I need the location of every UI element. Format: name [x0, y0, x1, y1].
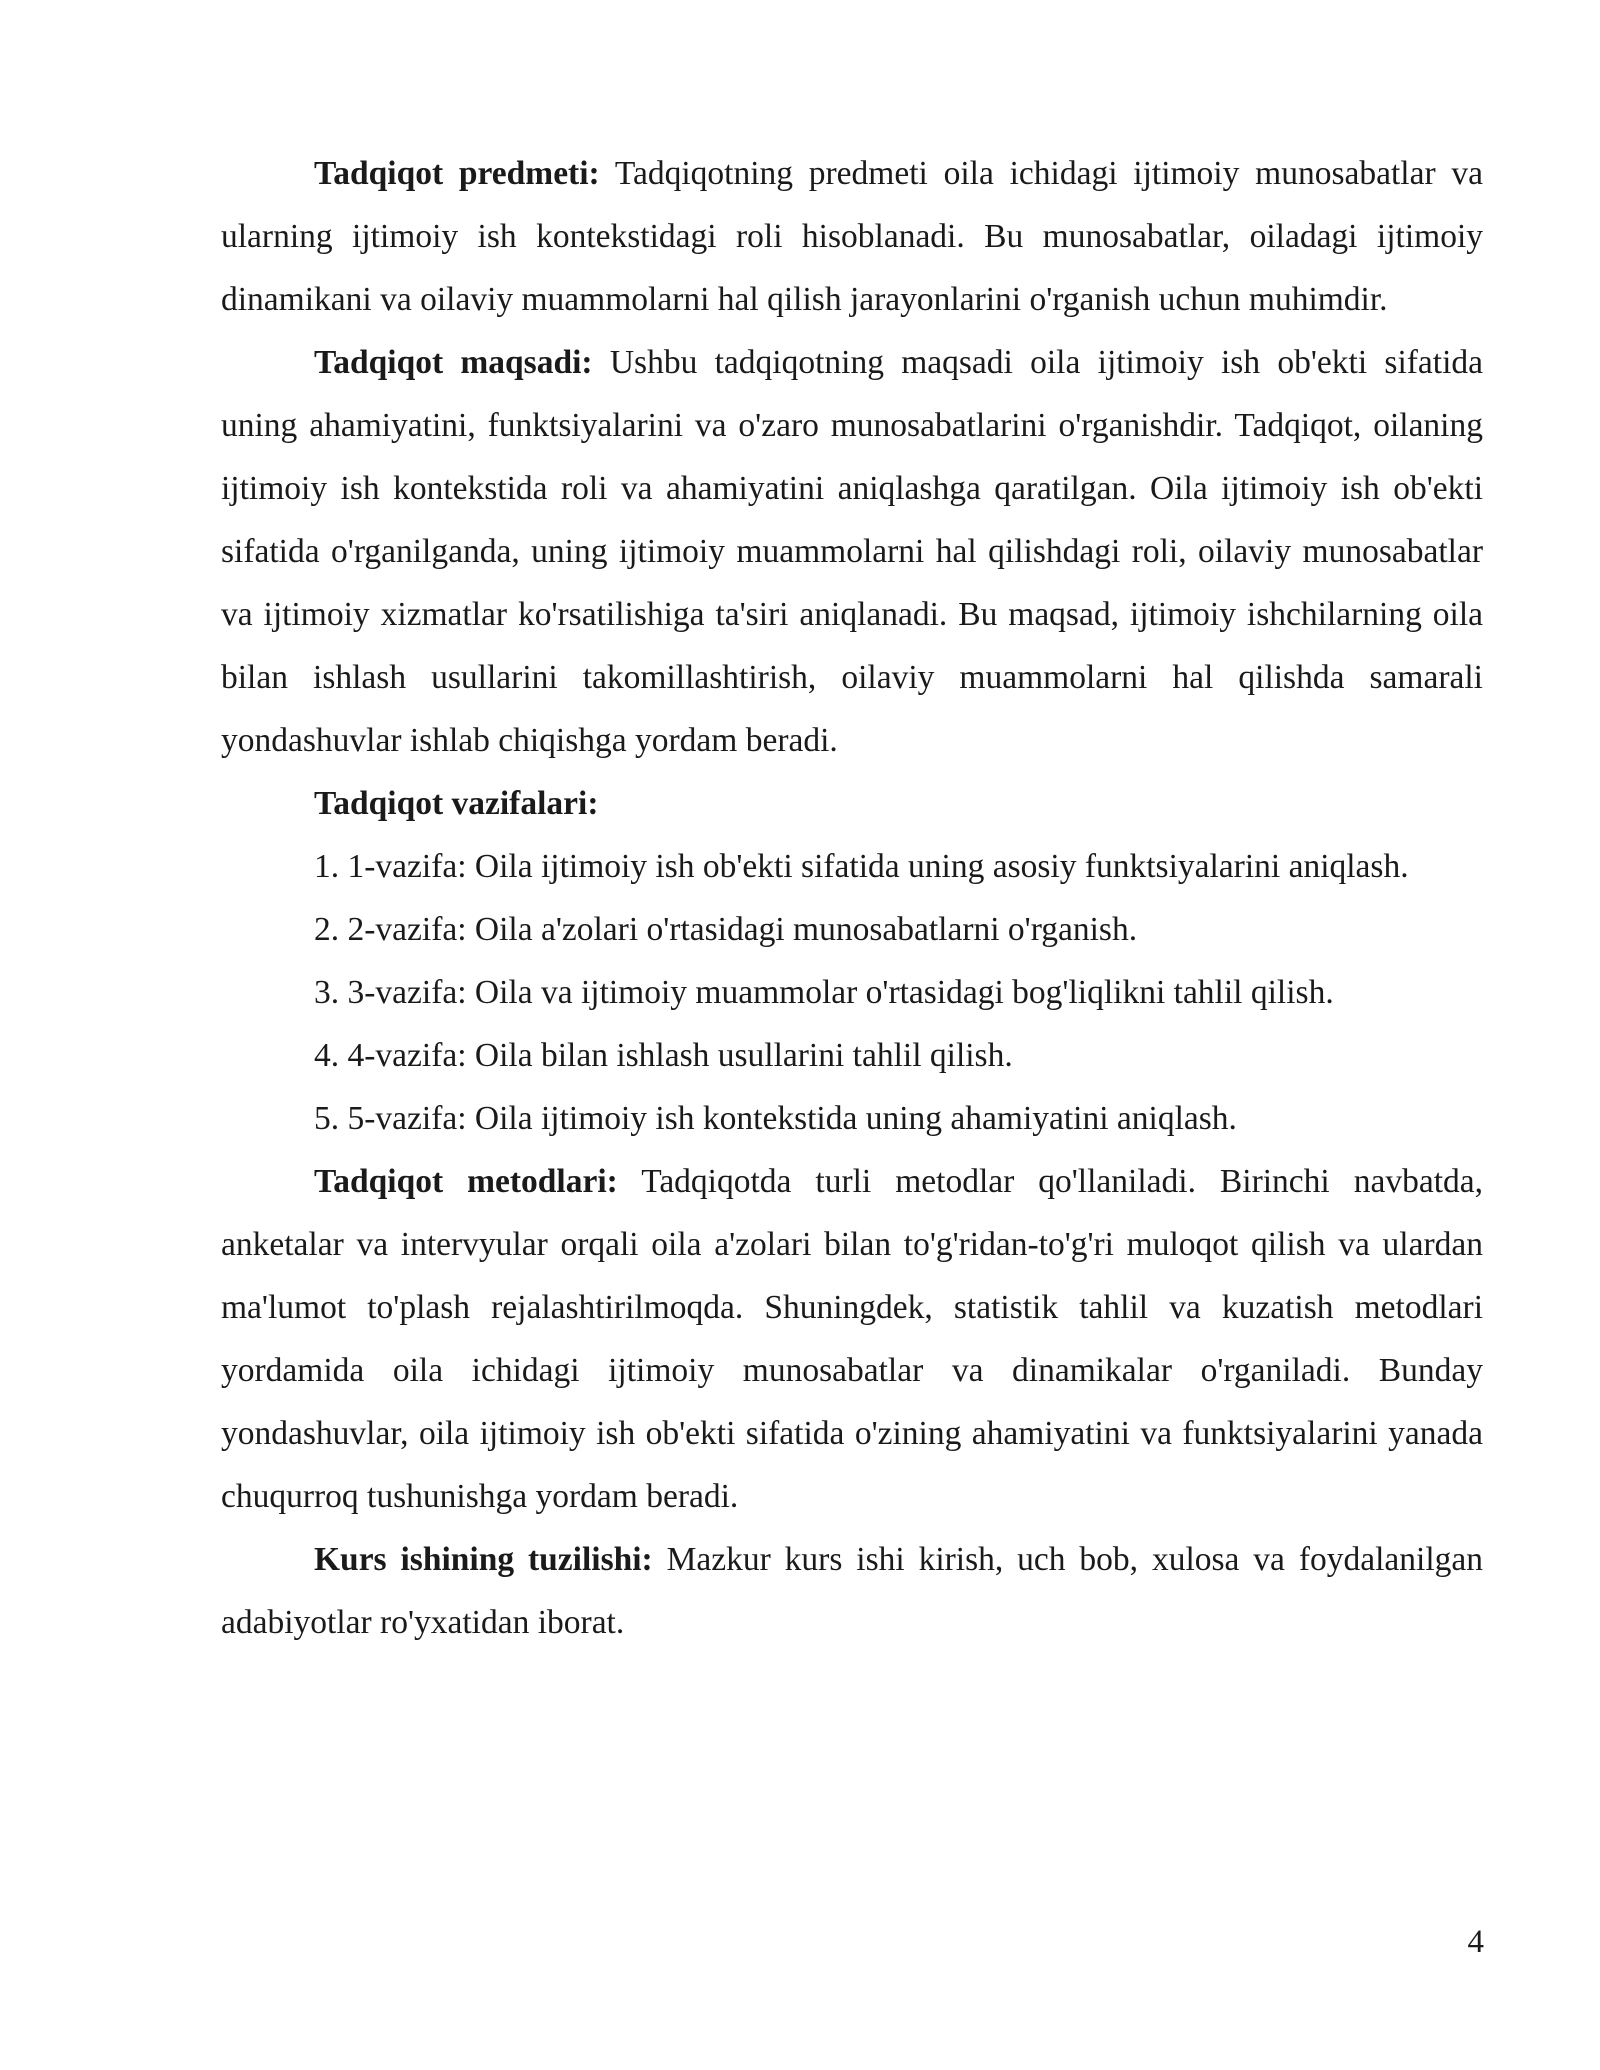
task-item-5: 5. 5-vazifa: Oila ijtimoiy ish kontekstida uning ahamiyatini aniqlash.: [314, 1100, 1237, 1137]
subject-text: Tadqiqotning predmeti oila ichidagi ijtimoiy munosabatlar va ularning ijtimoiy ish kontekstidagi roli hisoblanadi. Bu munosabatlar, oiladagi ijtimoiy dinamikani va oilaviy muammolarni hal qilish jarayonlarini o'rganish uchun muhimdir.: [221, 155, 1483, 318]
structure-heading: Kurs ishining tuzilishi:: [314, 1541, 653, 1578]
goal-paragraph: [221, 331, 1483, 772]
task-item-1: 1. 1-vazifa: Oila ijtimoiy ish ob'ekti sifatida uning asosiy funktsiyalarini aniqlash.: [314, 848, 1409, 885]
subject-paragraph: [221, 142, 1483, 331]
task-item-3: 3. 3-vazifa: Oila va ijtimoiy muammolar o'rtasidagi bog'liqlikni tahlil qilish.: [314, 974, 1334, 1011]
task-item-4: 4. 4-vazifa: Oila bilan ishlash usullarini tahlil qilish.: [314, 1037, 1013, 1074]
tasks-heading: Tadqiqot vazifalari:: [314, 785, 599, 822]
goal-heading: Tadqiqot maqsadi:: [314, 344, 593, 381]
methods-heading: Tadqiqot metodlari:: [314, 1163, 618, 1200]
methods-paragraph: [221, 1150, 1483, 1528]
goal-text: Ushbu tadqiqotning maqsadi oila ijtimoiy ish ob'ekti sifatida uning ahamiyatini, funktsiyalarini va o'zaro munosabatlarini o'rganishdir. Tadqiqot, oilaning ijtimoiy ish kontekstida roli va ahamiyatini aniqlashga qaratilgan. Oila ijtimoiy ish ob'ekti sifatida o'rganilganda, uning ijtimoiy muammolarni hal qilishdagi roli, oilaviy munosabatlar va ijtimoiy xizmatlar ko'rsatilishiga ta'siri aniqlanadi. Bu maqsad, ijtimoiy ishchilarning oila bilan ishlash usullarini takomillashtirish, oilaviy muammolarni hal qilishda samarali yondashuvlar ishlab chiqishga yordam beradi.: [221, 344, 1484, 759]
structure-paragraph: [221, 1528, 1483, 1654]
structure-text: Mazkur kurs ishi kirish, uch bob, xulosa va foydalanilgan adabiyotlar ro'yxatidan iborat.: [221, 1541, 1484, 1641]
subject-heading: Tadqiqot predmeti:: [314, 155, 600, 192]
methods-text: Tadqiqotda turli metodlar qo'llaniladi. Birinchi navbatda, anketalar va intervyular orqali oila a'zolari bilan to'g'ridan-to'g'ri muloqot qilish va ulardan ma'lumot to'plash rejalashtirilmoqda. Shuningdek, statistik tahlil va kuzatish metodlari yordamida oila ichidagi ijtimoiy munosabatlar va dinamikalar o'rganiladi. Bunday yondashuvlar, oila ijtimoiy ish ob'ekti sifatida o'zining ahamiyatini va funktsiyalarini yanada chuqurroq tushunishga yordam beradi.: [221, 1163, 1483, 1515]
document-page: [221, 142, 1483, 1654]
task-item-2: 2. 2-vazifa: Oila a'zolari o'rtasidagi munosabatlarni o'rganish.: [314, 911, 1138, 948]
page-number: 4: [1467, 1924, 1484, 1960]
